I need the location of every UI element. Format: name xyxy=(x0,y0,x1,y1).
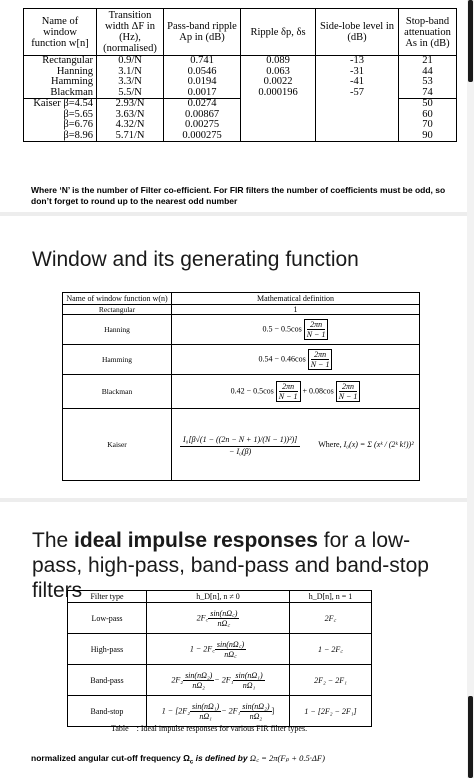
table-cell: -31 xyxy=(316,67,399,78)
window-name: Hanning xyxy=(63,315,172,345)
formula-text: 1 − [2F₂ xyxy=(161,705,190,715)
window-formula xyxy=(172,345,420,375)
formula-text: 2F₂ xyxy=(171,674,184,684)
table-row xyxy=(68,603,372,634)
window-name: Hamming xyxy=(63,345,172,375)
table-cell xyxy=(316,99,399,110)
table-cell: 21 xyxy=(399,56,457,67)
table-cell: β=6.76 xyxy=(24,120,97,131)
formula-numerator: sin(nΩ₂) xyxy=(185,670,213,680)
window-name: Blackman xyxy=(63,375,172,409)
window-name: Kaiser xyxy=(63,409,172,481)
impulse-center-value: 2F₂ − 2F₁ xyxy=(290,665,372,696)
impulse-center-value: 2F꜀ xyxy=(290,603,372,634)
table-cell: 5.71/N xyxy=(97,131,164,142)
formula-text: + 0.08cos xyxy=(302,386,334,396)
formula-denominator: nΩ꜀ xyxy=(224,649,237,659)
kaiser-numerator: I₀[β√(1 − ((2n − N + 1)/(N − 1))²)] xyxy=(180,433,300,447)
table-row xyxy=(63,375,420,409)
table-header-row xyxy=(68,591,372,603)
table-cell: Kaiser β=4.54 xyxy=(24,99,97,110)
table-cell: 0.741 xyxy=(164,56,241,67)
impulse-formula xyxy=(147,665,290,696)
table-cell: 44 xyxy=(399,67,457,78)
impulse-center-value: 1 − [2F₂ − 2F₁] xyxy=(290,696,372,727)
section-divider xyxy=(0,498,474,502)
table-cell: 0.000196 xyxy=(241,88,316,99)
formula-text: − 2F₁ xyxy=(214,674,234,684)
column-header: h_D[n], n ≠ 0 xyxy=(147,591,290,603)
window-formula xyxy=(172,409,420,481)
impulse-center-value: 1 − 2F꜀ xyxy=(290,634,372,665)
filter-coefficient-note: Where ‘N’ is the number of Filter co-efficient. For FIR filters the number of coefficients must be odd, so don’t forget to round up to the nearest odd number xyxy=(31,185,446,206)
table-cell: 0.0274 xyxy=(164,99,241,110)
cutoff-formula: Ω꜀ = 2π(Fₚ + 0.5·ΔF) xyxy=(249,753,325,763)
formula-numerator: sin(nΩ꜀) xyxy=(216,639,245,649)
table-cell: -57 xyxy=(316,88,399,99)
heading-text: The xyxy=(32,529,75,552)
window-heading: Window and its generating function xyxy=(32,248,359,271)
table-row xyxy=(24,88,457,99)
note-sub: c xyxy=(189,759,194,766)
table-row xyxy=(24,120,457,131)
formula-numerator: 2πn xyxy=(279,382,298,392)
filter-type: High-pass xyxy=(68,634,147,665)
heading-bold-text: ideal impulse responses xyxy=(74,529,318,552)
formula-text: 0.54 − 0.46cos xyxy=(258,354,306,364)
table-cell: 4.32/N xyxy=(97,120,164,131)
heading-text: for a low-pass, high-pass, band-pass and band-stop filters xyxy=(32,529,429,602)
table-row xyxy=(63,409,420,481)
table-cell: 5.5/N xyxy=(97,88,164,99)
table-cell: Hamming xyxy=(24,77,97,88)
section-divider xyxy=(0,212,474,216)
window-name: Rectangular xyxy=(63,305,172,315)
table-cell xyxy=(241,131,316,142)
table-cell: 0.0017 xyxy=(164,88,241,99)
table-cell: 0.0022 xyxy=(241,77,316,88)
formula-numerator: sin(nΩ₁) xyxy=(235,670,263,680)
note-text: normalized angular cut-off frequency Ω xyxy=(31,753,190,763)
formula-numerator: sin(nΩ₂) xyxy=(242,701,270,711)
table-row xyxy=(63,305,420,315)
impulse-response-table xyxy=(67,590,372,727)
window-definition-table xyxy=(62,292,420,481)
column-header: Name of window function w(n) xyxy=(63,293,172,305)
window-table-section xyxy=(0,0,474,212)
scrollbar-thumb[interactable] xyxy=(468,0,473,82)
table-cell xyxy=(241,120,316,131)
formula-denominator: N − 1 xyxy=(338,392,358,401)
table-header-row xyxy=(24,9,457,56)
table-row xyxy=(68,634,372,665)
formula-text: 2F꜀ xyxy=(196,612,209,622)
formula-denominator: nΩ꜀ xyxy=(217,618,231,628)
column-header: Side-lobe level in (dB) xyxy=(316,9,399,56)
table-cell: 0.9/N xyxy=(97,56,164,67)
kaiser-denominator: − I₀(β) xyxy=(229,447,252,456)
table-cell: -41 xyxy=(316,77,399,88)
table-cell: 90 xyxy=(399,131,457,142)
table-caption xyxy=(111,724,307,733)
table-row xyxy=(24,56,457,67)
formula-text: 0.42 − 0.5cos xyxy=(230,386,274,396)
table-row xyxy=(63,315,420,345)
formula-denominator: N − 1 xyxy=(278,392,298,401)
table-cell: -13 xyxy=(316,56,399,67)
table-row xyxy=(24,99,457,110)
table-cell: Hanning xyxy=(24,67,97,78)
table-cell xyxy=(316,131,399,142)
impulse-formula xyxy=(147,634,290,665)
column-header: Name of window function w[n] xyxy=(24,9,97,56)
table-cell: 3.63/N xyxy=(97,110,164,121)
formula-numerator: 2πn xyxy=(339,382,358,392)
impulse-formula xyxy=(147,603,290,634)
window-properties-table xyxy=(23,8,457,142)
column-header: Pass-band ripple Ap in (dB) xyxy=(164,9,241,56)
column-header: Filter type xyxy=(68,591,147,603)
table-cell: 50 xyxy=(399,99,457,110)
table-row xyxy=(63,345,420,375)
column-header: Mathematical definition xyxy=(172,293,420,305)
table-row xyxy=(24,77,457,88)
table-cell: 2.93/N xyxy=(97,99,164,110)
window-formula: 1 xyxy=(172,305,420,315)
note-text: is defined by xyxy=(193,753,250,763)
formula-denominator: nΩ₁ xyxy=(242,680,256,690)
formula-text: ] xyxy=(271,705,275,715)
table-cell: 0.00867 xyxy=(164,110,241,121)
filter-type: Band-stop xyxy=(68,696,147,727)
table-cell: Rectangular xyxy=(24,56,97,67)
formula-numerator: sin(nΩ꜀) xyxy=(210,608,238,618)
table-row xyxy=(24,131,457,142)
window-formula xyxy=(172,375,420,409)
table-cell xyxy=(241,110,316,121)
filter-type: Band-pass xyxy=(68,665,147,696)
table-cell xyxy=(316,110,399,121)
formula-text: Where, xyxy=(318,440,342,449)
caption-label: Table xyxy=(111,724,129,733)
formula-denominator: N − 1 xyxy=(306,330,326,339)
table-cell: 0.0194 xyxy=(164,77,241,88)
column-header: Transition width ΔF in (Hz), (normalised) xyxy=(97,9,164,56)
table-cell: 3.3/N xyxy=(97,77,164,88)
table-cell: 0.063 xyxy=(241,67,316,78)
formula-text: 1 − 2F꜀ xyxy=(189,643,215,653)
formula-text: 0.5 − 0.5cos xyxy=(262,324,302,334)
table-row xyxy=(68,665,372,696)
formula-denominator: nΩ₂ xyxy=(192,680,205,690)
table-header-row xyxy=(63,293,420,305)
column-header: h_D[n], n = 1 xyxy=(290,591,372,603)
table-cell: 3.1/N xyxy=(97,67,164,78)
table-cell: β=8.96 xyxy=(24,131,97,142)
table-cell: 74 xyxy=(399,88,457,99)
scrollbar[interactable] xyxy=(467,0,474,778)
table-cell: 60 xyxy=(399,110,457,121)
impulse-formula xyxy=(147,696,290,727)
window-formula xyxy=(172,315,420,345)
formula-numerator: 2πn xyxy=(311,350,330,360)
table-cell: 70 xyxy=(399,120,457,131)
formula-text: − 2F₁ xyxy=(221,705,241,715)
bessel-definition: I₀(x) = Σ (xᵏ / (2ᵏ k!))² xyxy=(343,440,414,449)
table-cell: 0.00275 xyxy=(164,120,241,131)
scrollbar-thumb-lower[interactable] xyxy=(468,696,473,778)
column-header: Ripple δp, δs xyxy=(241,9,316,56)
table-row xyxy=(68,696,372,727)
table-cell xyxy=(316,120,399,131)
filter-type: Low-pass xyxy=(68,603,147,634)
caption-text: : Ideal impulse responses for various FIR filter types. xyxy=(136,724,308,733)
formula-denominator: N − 1 xyxy=(310,360,330,369)
table-cell: 53 xyxy=(399,77,457,88)
table-cell: 0.089 xyxy=(241,56,316,67)
table-cell: 0.0546 xyxy=(164,67,241,78)
table-cell: β=5.65 xyxy=(24,110,97,121)
cutoff-frequency-note xyxy=(31,753,325,766)
column-header: Stop-band attenuation As in (dB) xyxy=(399,9,457,56)
formula-denominator: nΩ₁ xyxy=(199,711,212,721)
table-cell: Blackman xyxy=(24,88,97,99)
formula-numerator: 2πn xyxy=(307,320,326,330)
table-cell xyxy=(241,99,316,110)
formula-numerator: sin(nΩ₁) xyxy=(191,701,220,711)
table-cell: 0.000275 xyxy=(164,131,241,142)
formula-denominator: nΩ₂ xyxy=(249,711,263,721)
